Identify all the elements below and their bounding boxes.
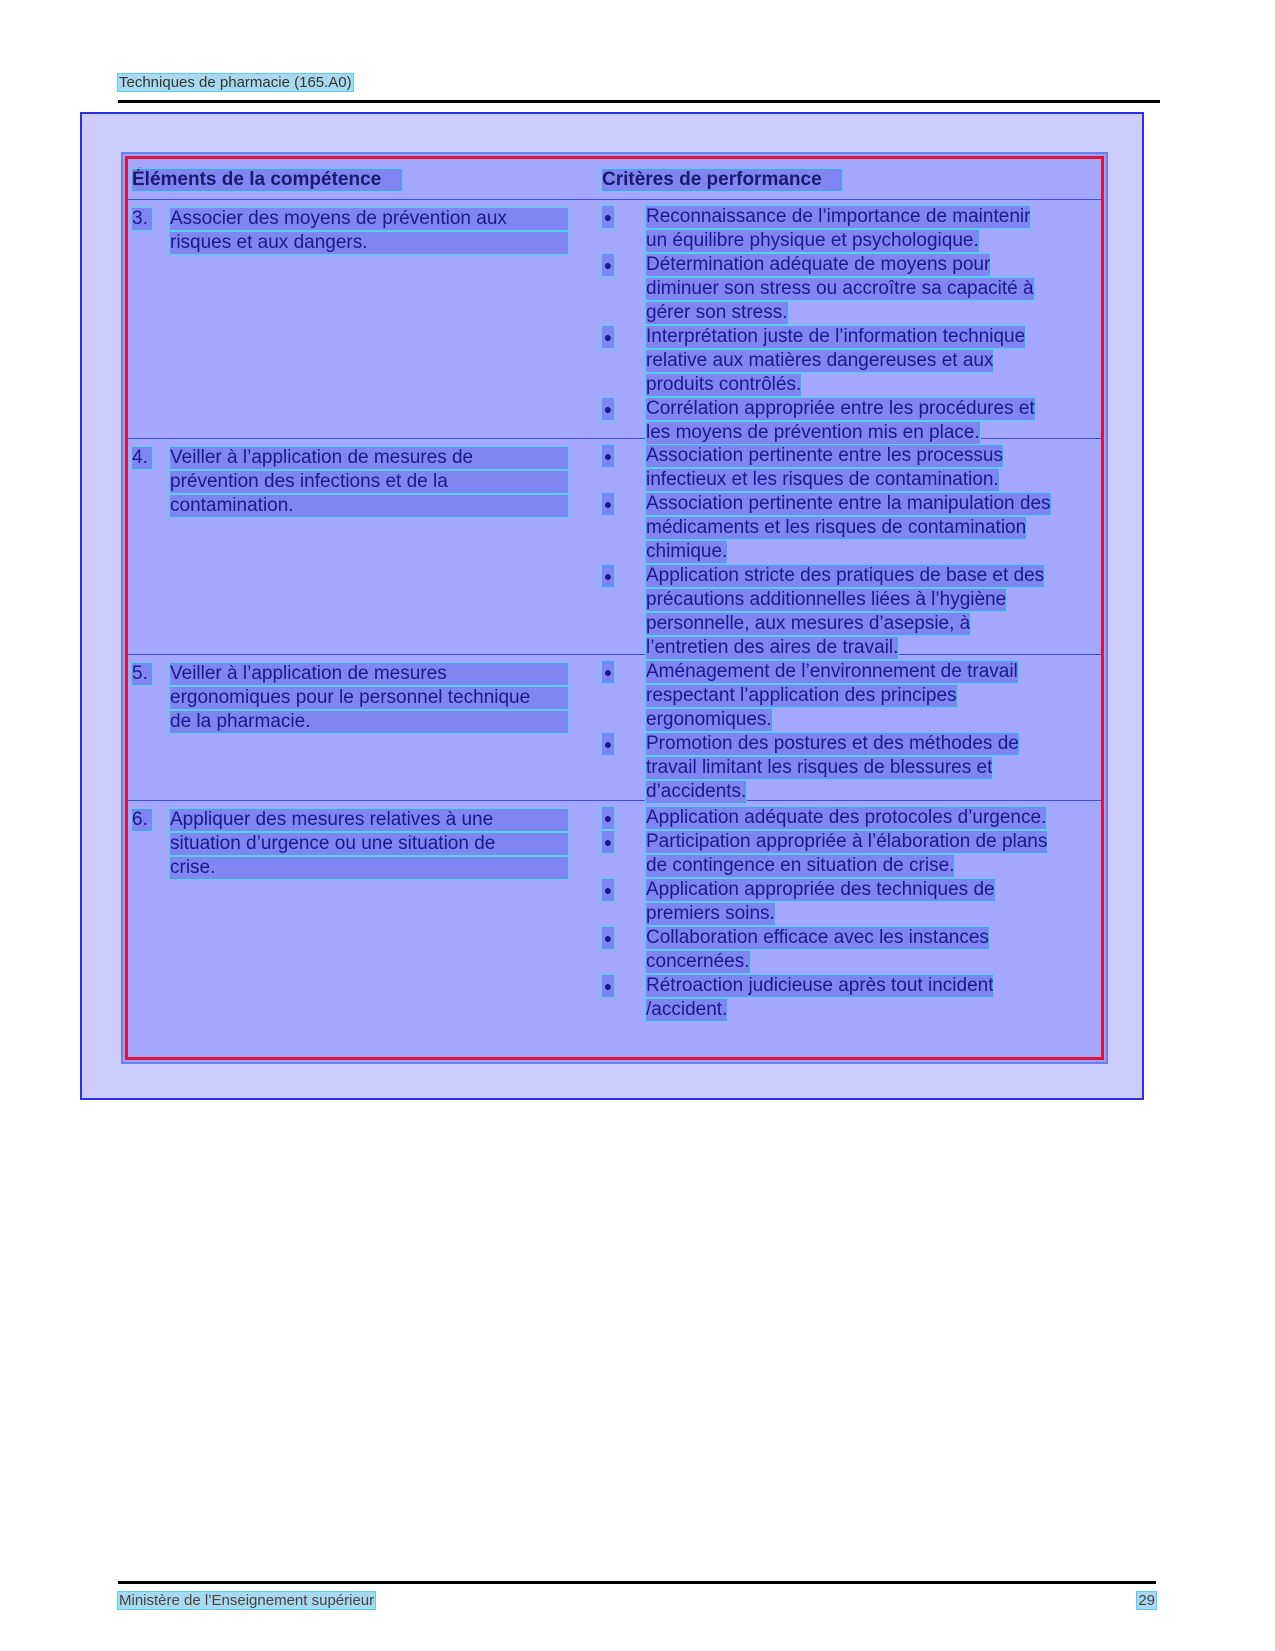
- criterion-text-line: infectieux et les risques de contamination.: [646, 469, 999, 490]
- bullet-icon: ●: [602, 831, 614, 853]
- criterion-text-line: personnelle, aux mesures d’asepsie, à: [646, 613, 971, 634]
- page-footer: [118, 1581, 1156, 1614]
- element-text-line: risques et aux dangers.: [170, 232, 568, 254]
- criteria-list: [602, 807, 1087, 1023]
- table-header-row: [128, 159, 1101, 200]
- criterion-item: [602, 254, 1087, 324]
- header-title: Techniques de pharmacie (165.A0): [119, 74, 352, 91]
- criterion-item: [602, 565, 1087, 659]
- element-text-line: Appliquer des mesures relatives à une: [170, 809, 568, 831]
- criterion-item: [602, 807, 1087, 829]
- criteria-list: [602, 661, 1087, 805]
- column-header-criteria: Critères de performance: [602, 169, 842, 191]
- criterion-text-line: un équilibre physique et psychologique.: [646, 230, 979, 251]
- element-text-line: prévention des infections et de la: [170, 471, 568, 493]
- bullet-icon: ●: [602, 206, 614, 228]
- criterion-text-line: concernées.: [646, 951, 750, 972]
- element-text-line: ergonomiques pour le personnel technique: [170, 687, 568, 709]
- criterion-text-line: Promotion des postures et des méthodes de: [646, 733, 1019, 754]
- criterion-text-line: l’entretien des aires de travail.: [646, 637, 899, 658]
- bullet-icon: ●: [602, 493, 614, 515]
- table-row: [128, 800, 1101, 1020]
- bullet-icon: ●: [602, 326, 614, 348]
- element-text-line: Veiller à l’application de mesures de: [170, 447, 568, 469]
- column-header-elements: Éléments de la compétence: [132, 169, 402, 191]
- criterion-text-line: Association pertinente entre la manipulation des: [646, 493, 1051, 514]
- competence-element: [132, 208, 568, 256]
- criterion-text-line: Corrélation appropriée entre les procédures et: [646, 398, 1035, 419]
- criteria-list: [602, 206, 1087, 446]
- competence-element: [132, 663, 568, 735]
- competence-table-inner: [125, 156, 1104, 1060]
- criterion-text-line: Aménagement de l’environnement de travail: [646, 661, 1018, 682]
- element-text-line: contamination.: [170, 495, 568, 517]
- bullet-icon: ●: [602, 927, 614, 949]
- criterion-text-line: Association pertinente entre les processus: [646, 445, 1003, 466]
- criterion-text-line: chimique.: [646, 541, 728, 562]
- criterion-text-line: relative aux matières dangereuses et aux: [646, 350, 994, 371]
- table-row: [128, 199, 1101, 443]
- element-text-line: crise.: [170, 857, 568, 879]
- criterion-item: [602, 493, 1087, 563]
- competence-table: [121, 152, 1108, 1064]
- criterion-text-line: Participation appropriée à l’élaboration de plans: [646, 831, 1048, 852]
- criterion-text-line: d’accidents.: [646, 781, 747, 802]
- competence-block: [80, 112, 1144, 1100]
- criterion-item: [602, 661, 1087, 731]
- criterion-text-line: les moyens de prévention mis en place.: [646, 422, 980, 443]
- criterion-text-line: ergonomiques.: [646, 709, 772, 730]
- criterion-item: [602, 445, 1087, 491]
- criterion-text-line: premiers soins.: [646, 903, 775, 924]
- element-number: 6.: [132, 809, 152, 831]
- element-text-line: Veiller à l’application de mesures: [170, 663, 568, 685]
- element-text-line: de la pharmacie.: [170, 711, 568, 733]
- criterion-text-line: Application appropriée des techniques de: [646, 879, 995, 900]
- criterion-text-line: de contingence en situation de crise.: [646, 855, 955, 876]
- element-number: 4.: [132, 447, 152, 469]
- element-text-line: Associer des moyens de prévention aux: [170, 208, 568, 230]
- criterion-text-line: gérer son stress.: [646, 302, 788, 323]
- page-header: [118, 74, 1160, 103]
- bullet-icon: ●: [602, 661, 614, 683]
- table-row: [128, 654, 1101, 801]
- criterion-text-line: diminuer son stress ou accroître sa capacité à: [646, 278, 1034, 299]
- criteria-list: [602, 445, 1087, 661]
- criterion-text-line: /accident.: [646, 999, 728, 1020]
- criterion-text-line: Interprétation juste de l’information technique: [646, 326, 1026, 347]
- criterion-text-line: Collaboration efficace avec les instances: [646, 927, 989, 948]
- criterion-item: [602, 326, 1087, 396]
- criterion-text-line: Reconnaissance de l’importance de maintenir: [646, 206, 1031, 227]
- competence-element: [132, 809, 568, 881]
- criterion-text-line: travail limitant les risques de blessures et: [646, 757, 993, 778]
- criterion-item: [602, 927, 1087, 973]
- criterion-text-line: médicaments et les risques de contamination: [646, 517, 1027, 538]
- bullet-icon: ●: [602, 807, 614, 829]
- footer-ministry: Ministère de l’Enseignement supérieur: [119, 1592, 375, 1609]
- bullet-icon: ●: [602, 398, 614, 420]
- criterion-text-line: respectant l’application des principes: [646, 685, 957, 706]
- element-number: 3.: [132, 208, 152, 230]
- criterion-text-line: produits contrôlés.: [646, 374, 802, 395]
- bullet-icon: ●: [602, 975, 614, 997]
- criterion-text-line: Application adéquate des protocoles d’urgence.: [646, 807, 1047, 828]
- criterion-text-line: précautions additionnelles liées à l’hygiène: [646, 589, 1007, 610]
- element-number: 5.: [132, 663, 152, 685]
- criterion-item: [602, 733, 1087, 803]
- element-text-line: situation d’urgence ou une situation de: [170, 833, 568, 855]
- bullet-icon: ●: [602, 565, 614, 587]
- criterion-item: [602, 879, 1087, 925]
- page-number: 29: [1138, 1592, 1155, 1609]
- criterion-item: [602, 831, 1087, 877]
- criterion-item: [602, 206, 1087, 252]
- bullet-icon: ●: [602, 254, 614, 276]
- criterion-text-line: Détermination adéquate de moyens pour: [646, 254, 991, 275]
- table-row: [128, 438, 1101, 658]
- bullet-icon: ●: [602, 879, 614, 901]
- criterion-text-line: Application stricte des pratiques de base et des: [646, 565, 1045, 586]
- criterion-item: [602, 975, 1087, 1021]
- bullet-icon: ●: [602, 445, 614, 467]
- criterion-text-line: Rétroaction judicieuse après tout incident: [646, 975, 994, 996]
- competence-element: [132, 447, 568, 519]
- bullet-icon: ●: [602, 733, 614, 755]
